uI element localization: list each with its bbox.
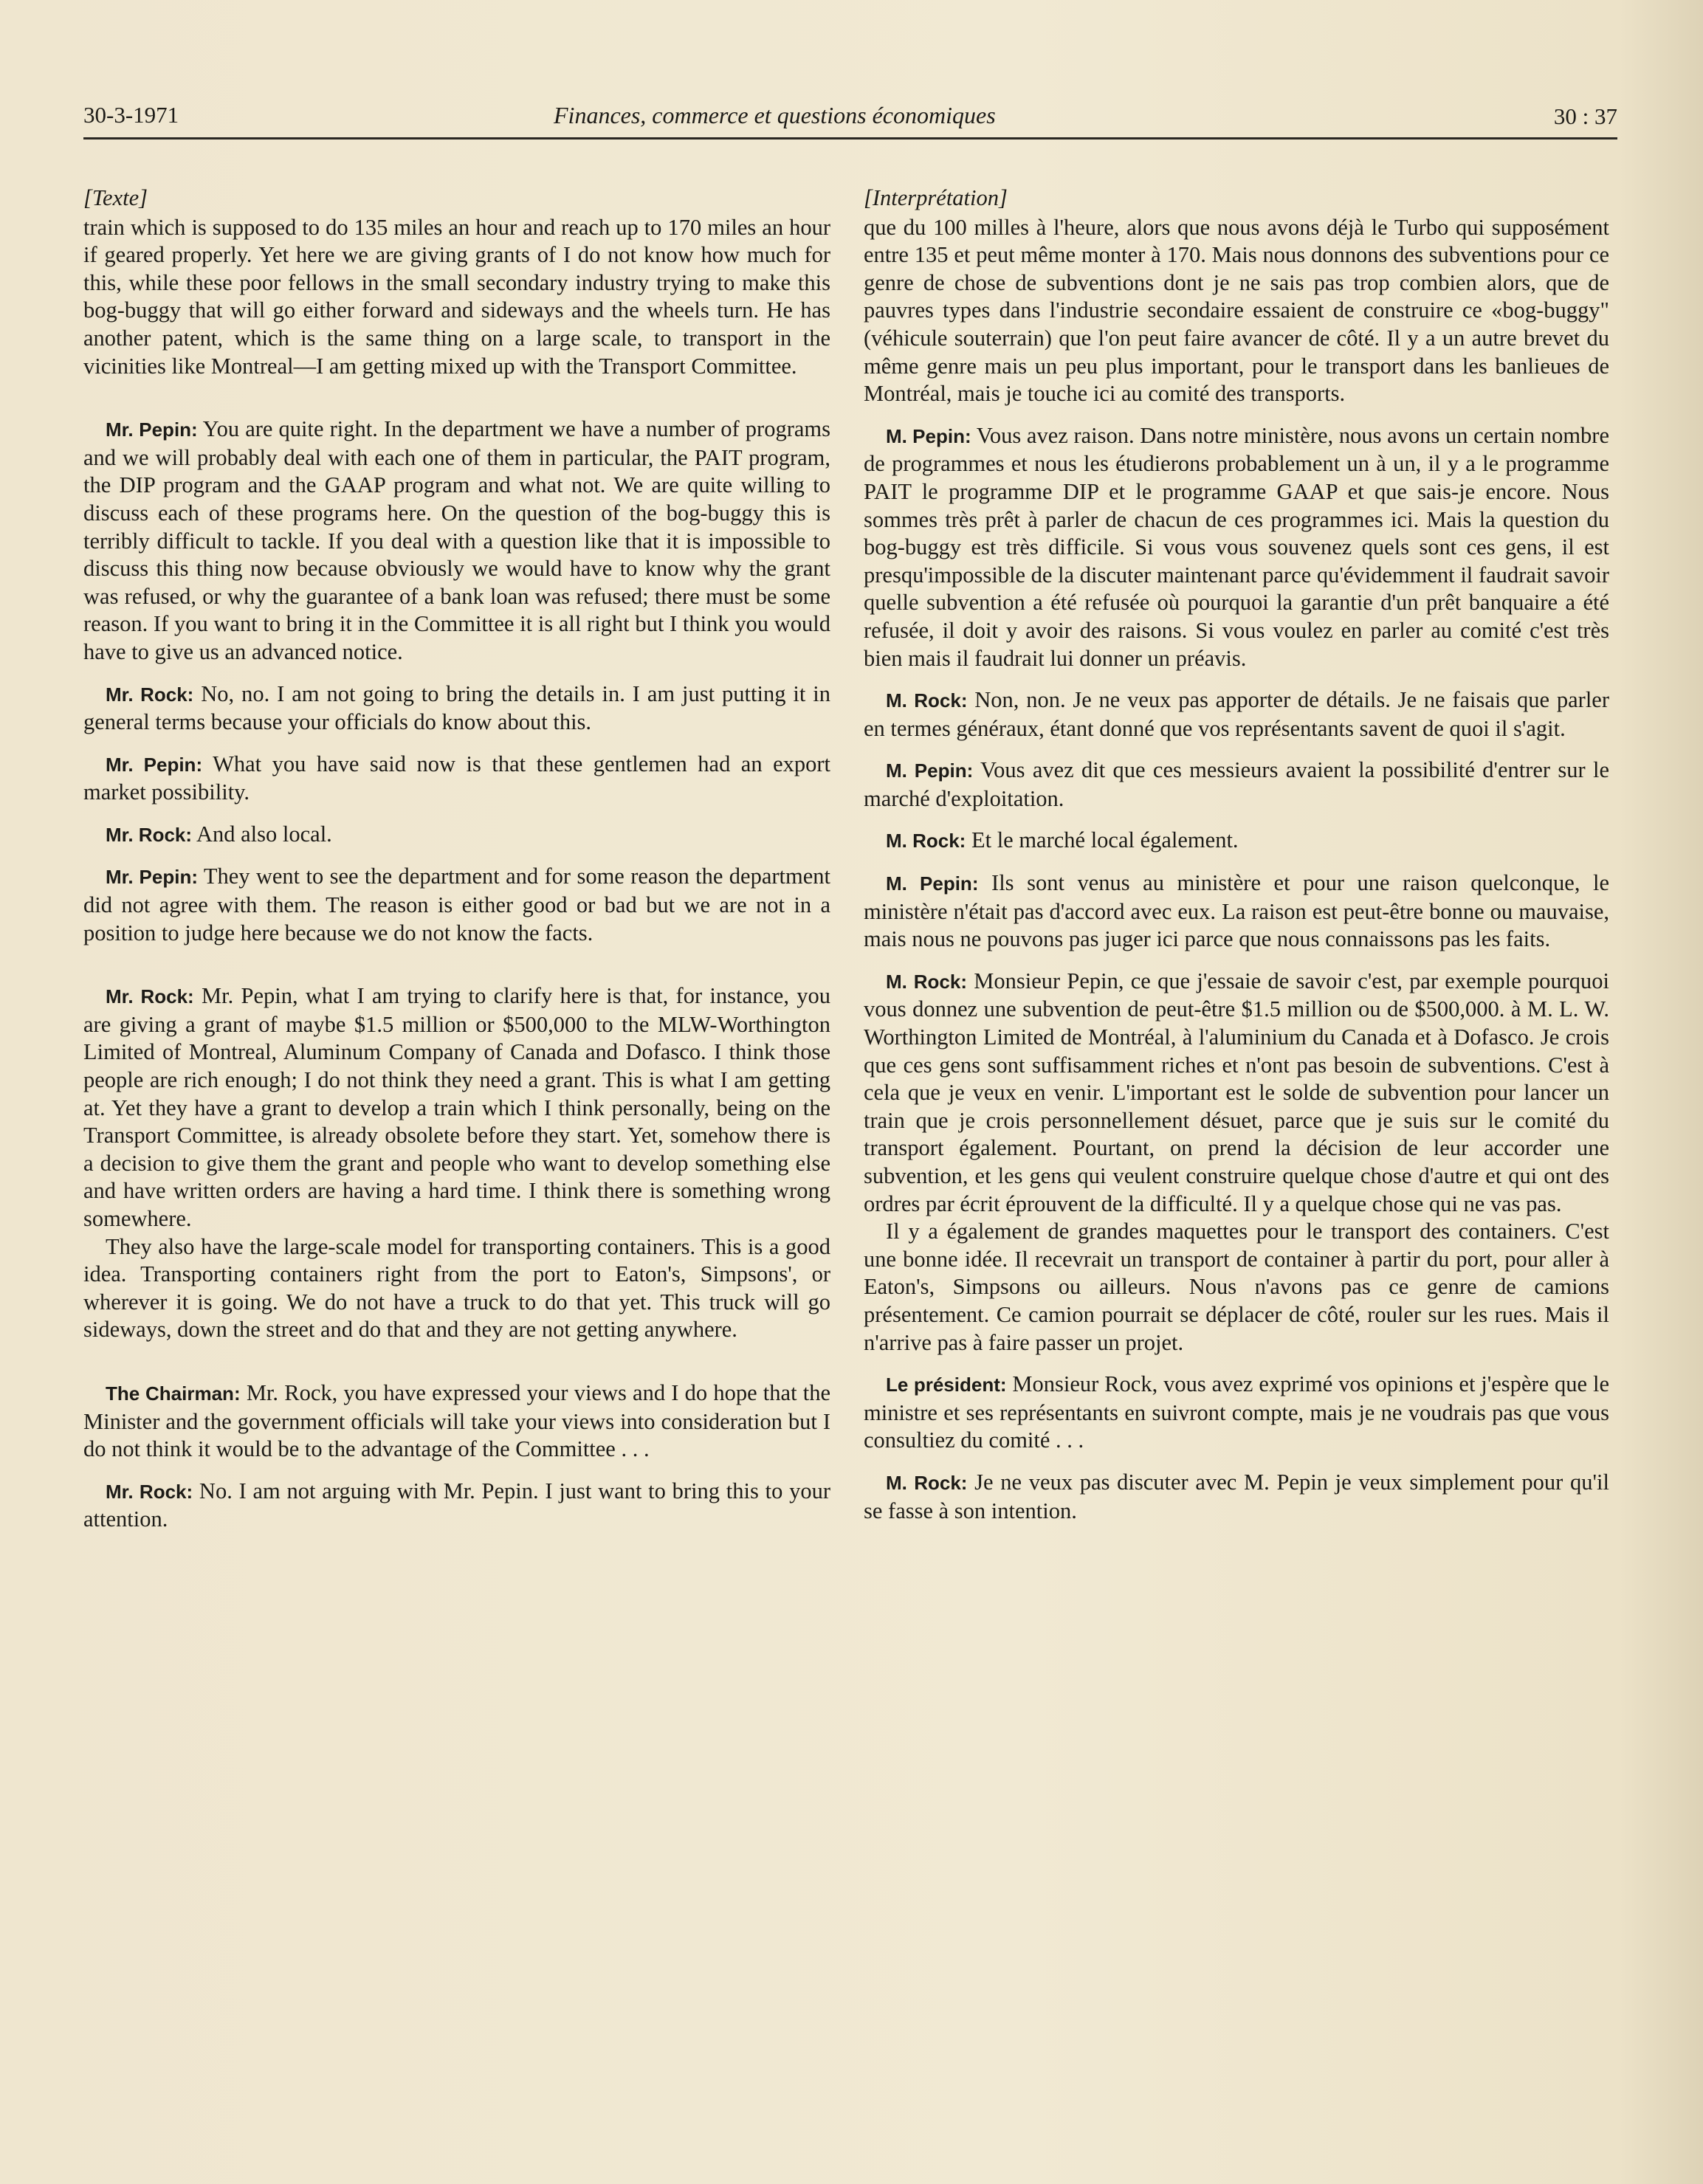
paragraph-text: No. I am not arguing with Mr. Pepin. I just want to bring this to your attention. xyxy=(83,1478,831,1532)
paragraph-text: Monsieur Rock, vous avez exprimé vos opinions et j'espère que le ministre et ses représentants en suivront compte, mais je ne voudrais pas que vous consultiez du comité . . . xyxy=(864,1371,1609,1453)
paragraph xyxy=(864,1469,1609,1525)
header-page-number: 30 : 37 xyxy=(1553,103,1617,129)
column-label: [Interprétation] xyxy=(864,185,1008,210)
header-date: 30-3-1971 xyxy=(83,102,179,128)
speaker-name: M. Pepin: xyxy=(886,872,979,895)
paragraph xyxy=(83,416,830,666)
speaker-name: The Chairman: xyxy=(106,1382,241,1405)
paragraph: Il y a également de grandes maquettes pour le transport des containers. C'est une bonne idée. Il recevrait un transport de container à partir du port, pour aller à Eaton's, Simpsons ou ailleurs. Nous n'avons pas ce genre de camions présentement. Ce camion pourrait se déplacer de côté, rouler sur les rues. Mais il n'arrive pas à faire passer un projet. xyxy=(864,1219,1609,1355)
paragraph xyxy=(864,422,1609,672)
paragraph-text: Vous avez dit que ces messieurs avaient la possibilité d'entrer sur le marché d'exploitation. xyxy=(864,757,1610,811)
paragraph-text: Mr. Rock, you have expressed your views and I do hope that the Minister and the government officials will take your views into consideration but I do not think it would be to the advantage of the Committee . . . xyxy=(83,1379,831,1462)
paragraph xyxy=(864,686,1609,743)
paragraph: que du 100 milles à l'heure, alors que nous avons déjà le Turbo qui supposément entre 135 et peut même monter à 170. Mais nous donnons des subventions pour ce genre de chose de subventions dont je ne sais pas trop combien alors, que de pauvres types dans l'industrie secondaire essaient de construire ce «bog-buggy" (véhicule souterrain) que l'on peut faire avancer de côté. Il y a un autre brevet du même genre mais un peu plus important, pour le transport dans les banlieues de Montréal, mais je touche ici au comité des transports. xyxy=(864,214,1609,407)
paragraph xyxy=(83,751,830,807)
speaker-name: Mr. Pepin: xyxy=(106,418,198,441)
speaker-name: Mr. Rock: xyxy=(106,1480,193,1503)
paragraph-text: What you have said now is that these gentlemen had an export market possibility. xyxy=(83,751,830,805)
page-header xyxy=(83,97,1617,136)
paragraph-text: Mr. Pepin, what I am trying to clarify here is that, for instance, you are giving a grant of maybe $1.5 million or $500,000 to the MLW-Worthington Limited of Montreal, Aluminum Company of Canada and Dofasco. I think those people are rich enough; I do not think they need a grant. This is what I am getting at. Yet they have a grant to develop a train which I think personally, being on the Transport Committee, is already obsolete before they start. Yet, somehow there is a decision to give them the grant and people who want to develop something else and have written orders are having a hard time. I think there is something wrong somewhere. xyxy=(83,983,831,1231)
paragraph xyxy=(864,827,1609,855)
paragraph xyxy=(83,1379,830,1464)
paragraph-text: And also local. xyxy=(196,821,332,847)
speaker-name: M. Rock: xyxy=(886,830,966,852)
paragraph-text: Monsieur Pepin, ce que j'essaie de savoir c'est, par exemple pourquoi vous donnez une subvention de peut-être $1.5 million ou de $500,000. à M. L. W. Worthington Limited de Montréal, à l'aluminium du Canada et à Dofasco. Je crois que ces gens sont suffisamment riches et n'ont pas besoin de subventions. C'est à cela que je veux en venir. L'important est le solde de subvention pour lancer un train que je crois personnellement désuet, parce que je suis sur le comité du transport également. Pourtant, on prend la décision de leur accorder une subvention, et les gens qui veulent construire quelque chose d'autre et qui ont des ordres par écrit éprouvent de la difficulté. Il y a quelque chose qui ne vas pas. xyxy=(864,968,1610,1216)
speaker-name: M. Pepin: xyxy=(886,759,974,782)
paragraph-text: Et le marché local également. xyxy=(971,827,1239,853)
paragraph xyxy=(83,821,830,850)
paragraph xyxy=(864,968,1609,1218)
speaker-name: M. Rock: xyxy=(886,1471,968,1494)
speaker-name: Mr. Rock: xyxy=(106,683,194,706)
header-title: Finances, commerce et questions économiques xyxy=(554,102,996,128)
speaker-name: M. Rock: xyxy=(886,689,968,712)
paragraph xyxy=(864,869,1609,954)
paragraph xyxy=(864,1371,1609,1455)
speaker-name: Le président: xyxy=(886,1374,1007,1396)
paragraph-text: Je ne veux pas discuter avec M. Pepin je veux simplement pour qu'il se fasse à son intention. xyxy=(864,1469,1609,1523)
paragraph xyxy=(83,863,830,947)
speaker-name: Mr. Rock: xyxy=(106,985,194,1008)
paragraph-text: They went to see the department and for some reason the department did not agree with them. The reason is either good or bad but we are not in a position to judge here because we do not know the facts. xyxy=(83,864,830,945)
paragraph-text: Non, non. Je ne veux pas apporter de détails. Je ne faisais que parler en termes généraux, étant donné que vos représentants savent de quoi il s'agit. xyxy=(864,687,1609,741)
paragraph-text: Ils sont venus au ministère et pour une raison quelconque, le ministère n'était pas d'accord avec eux. La raison est peut-être bonne ou mauvaise, mais nous ne pouvons pas juger ici parce que nous connaissons pas les faits. xyxy=(864,870,1609,952)
paragraph: They also have the large-scale model for transporting containers. This is a good idea. Transporting containers right from the port to Eaton's, Simpsons', or wherever it is going. We do not have a truck to do that yet. This truck will go sideways, down the street and do that and they are not getting anywhere. xyxy=(83,1233,830,1343)
speaker-name: M. Rock: xyxy=(886,970,967,993)
header-rule xyxy=(83,137,1617,139)
paragraph-text: You are quite right. In the department we have a number of programs and we will probably deal with each one of them in particular, the PAIT program, the DIP program and the GAAP program and what not. We are quite willing to discuss each of these programs here. On the question of the bog-buggy this is terribly difficult to tackle. If you deal with a question like that it is impossible to discuss this thing now because obviously we would have to know why the grant was refused, or why the guarantee of a bank loan was refused; there must be some reason. If you want to bring it in the Committee it is all right but I think you would have to give us an advanced notice. xyxy=(83,416,830,664)
paragraph xyxy=(83,681,830,737)
paragraph xyxy=(864,757,1609,813)
paragraph-text: No, no. I am not going to bring the details in. I am just putting it in general terms because your officials do know about this. xyxy=(83,681,830,735)
speaker-name: Mr. Rock: xyxy=(106,823,193,846)
paragraph: train which is supposed to do 135 miles an hour and reach up to 170 miles an hour if geared properly. Yet here we are giving grants of I do not know how much for this, while these poor fellows in the small secondary industry trying to make this bog-buggy that will go either forward and sideways and the wheels turn. He has another patent, which is the same thing on a large scale, to transport in the vicinities like Montreal—I am getting mixed up with the Transport Committee. xyxy=(83,214,830,379)
english-column xyxy=(83,185,830,1534)
speaker-name: Mr. Pepin: xyxy=(106,866,198,889)
speaker-name: Mr. Pepin: xyxy=(106,753,203,776)
paragraph xyxy=(83,1478,830,1534)
paragraph xyxy=(83,982,830,1233)
french-column xyxy=(864,185,1609,1525)
column-label: [Texte] xyxy=(83,185,148,210)
paragraph-text: Vous avez raison. Dans notre ministère, nous avons un certain nombre de programmes et nous les étudierons probablement un à un, il y a le programme PAIT le programme DIP et le programme GAAP et que sais-je encore. Nous sommes très prêt à parler de chacun de ces programmes ici. Mais la question du bog-buggy est très difficile. Si vous vous souvenez quels sont ces gens, il est presqu'impossible de la discuter maintenant parce qu'évidemment il faudrait savoir quelle subvention a été refusée où pourquoi la garantie d'un prêt banquaire a été refusée, il doit y avoir des raisons. Si vous voulez en parler au comité c'est très bien mais il faudrait lui donner un préavis. xyxy=(864,422,1609,671)
speaker-name: M. Pepin: xyxy=(886,424,971,447)
